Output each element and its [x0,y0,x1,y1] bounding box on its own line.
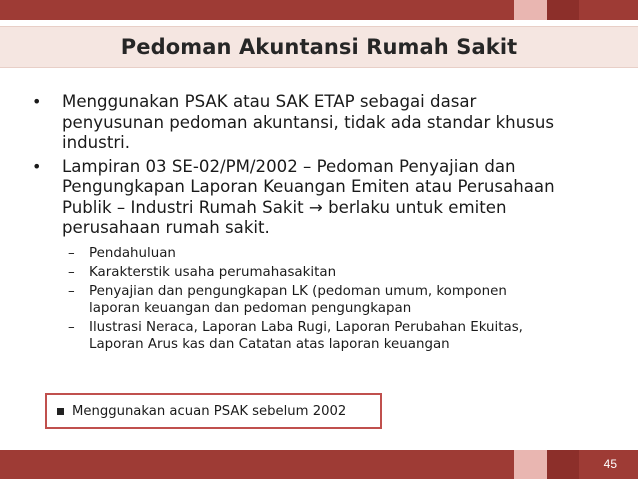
bottom-band-segment-dark [547,450,579,479]
top-band-segment-main [0,0,514,20]
sub-item-line: Pendahuluan [89,245,176,261]
right-arrow-icon: → [308,197,323,217]
bullet-line: Menggunakan PSAK atau SAK ETAP sebagai dasar [62,92,477,111]
slide-title: Pedoman Akuntansi Rumah Sakit [120,35,518,59]
sub-item-line: Penyajian dan pengungkapan LK (pedoman umum, komponen [89,283,507,299]
note-text: Menggunakan acuan PSAK sebelum 2002 [72,403,347,419]
bullet-line: perusahaan rumah sakit. [62,218,270,237]
square-bullet-icon [57,408,64,415]
bottom-band-segment-main [0,450,514,479]
sub-item [28,319,618,353]
sub-item [28,245,618,262]
bullet-line-part: Publik – Industri Rumah Sakit [62,197,304,217]
bullet-item [28,92,618,154]
top-decor-band [0,0,638,20]
bullet-line-part: berlaku untuk emiten [328,197,507,217]
top-band-segment-dark [547,0,579,20]
bullet-item [28,157,618,239]
note-box [45,393,382,429]
bullet-line-with-arrow [62,198,618,219]
sub-list [28,245,618,353]
slide-content [28,92,618,355]
dash-symbol: – [68,283,75,299]
dash-symbol: – [68,245,75,261]
title-box [0,26,638,68]
sub-item-line: Karakterstik usaha perumahasakitan [89,264,337,280]
sub-item [28,264,618,281]
bullet-symbol: • [32,92,42,111]
sub-item-line: laporan keuangan dan pedoman pengungkapan [89,300,412,316]
top-band-segment-light [514,0,547,20]
bullet-line: Pengungkapan Laporan Keuangan Emiten atau Perusahaan [62,177,555,196]
sub-item-line: Laporan Arus kas dan Catatan atas laporan keuangan [89,336,450,352]
bottom-decor-band [0,450,638,479]
bullet-line: industri. [62,133,131,152]
sub-item-line: Ilustrasi Neraca, Laporan Laba Rugi, Laporan Perubahan Ekuitas, [89,319,523,335]
top-band-segment-end [579,0,638,20]
sub-item [28,283,618,317]
bullet-line: Lampiran 03 SE-02/PM/2002 – Pedoman Penyajian dan [62,156,516,176]
page-number: 45 [603,457,617,471]
dash-symbol: – [68,319,75,335]
bottom-band-segment-light [514,450,547,479]
dash-symbol: – [68,264,75,280]
bullet-symbol: • [32,156,42,176]
bullet-line: penyusunan pedoman akuntansi, tidak ada standar khusus [62,112,555,132]
